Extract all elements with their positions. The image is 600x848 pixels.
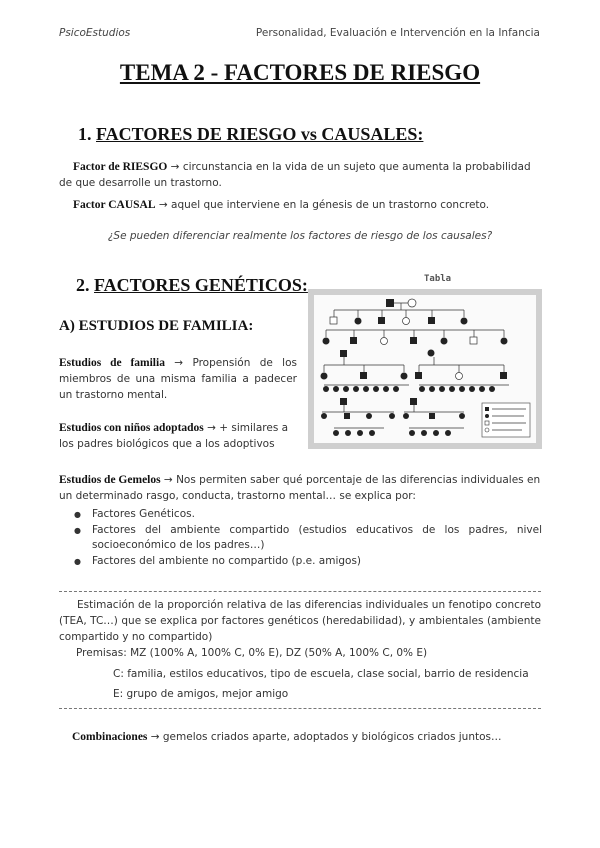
divider-top: [59, 591, 541, 592]
factors-bullet-list: [72, 507, 542, 569]
section-1-heading: [78, 124, 423, 145]
estudios-familia-paragraph: [59, 355, 297, 403]
arrow-icon: →: [147, 731, 163, 743]
list-item: ● Factores del ambiente no compartido (p.e. amigos): [72, 554, 542, 570]
estudios-gemelos-paragraph: [59, 472, 541, 504]
estudios-gemelos-definition: Nos permiten saber qué porcentaje de las diferencias individuales en un determinado rasgo, conducta, trastorno mental… se explica por:: [59, 474, 541, 502]
pedigree-figure: [308, 289, 542, 449]
arrow-icon: →: [155, 199, 172, 211]
section-2-number: 2.: [76, 275, 90, 295]
factor-causal-term: Factor CAUSAL: [73, 199, 156, 211]
divider-bottom: [59, 708, 541, 709]
factor-causal-paragraph: [59, 197, 541, 213]
e-factors-line: E: grupo de amigos, mejor amigo: [113, 688, 289, 700]
factor-riesgo-term: Factor de RIESGO: [73, 161, 168, 173]
combinaciones-definition: gemelos criados aparte, adoptados y biológicos criados juntos…: [162, 731, 502, 743]
list-item: ● Factores Genéticos.: [72, 507, 542, 523]
section-1-question: ¿Se pueden diferenciar realmente los factores de riesgo de los causales?: [107, 230, 493, 242]
figure-caption: Tabla: [424, 274, 452, 284]
factor-riesgo-paragraph: [59, 159, 541, 191]
figure-legend: [482, 403, 530, 437]
list-item: ● Factores del ambiente compartido (estudios educativos de los padres, nivel socioeconómico de los padres…): [72, 523, 542, 554]
estimacion-paragraph: Estimación de la proporción relativa de las diferencias individuales un fenotipo concreto (TEA, TC…) que se explica por factores genéticos (heredabilidad), y ambientales (ambiente compartido y no compartido): [59, 599, 541, 643]
pedigree-chart: [314, 295, 536, 443]
premisas-line: Premisas: MZ (100% A, 100% C, 0% E), DZ (50% A, 100% C, 0% E): [76, 647, 428, 659]
section-2-title: FACTORES GENÉTICOS:: [94, 275, 308, 295]
section-1-title: FACTORES DE RIESGO vs CAUSALES:: [96, 124, 424, 144]
estudios-adoptados-paragraph: [59, 420, 299, 452]
estudios-familia-term: Estudios de familia: [59, 357, 165, 369]
estudios-adoptados-term: Estudios con niños adoptados: [59, 422, 204, 434]
factor-causal-definition: aquel que interviene en la génesis de un trastorno concreto.: [171, 199, 490, 211]
header-site-name: PsicoEstudios: [59, 27, 131, 39]
subsection-a-heading: A) ESTUDIOS DE FAMILIA:: [59, 318, 254, 334]
combinaciones-paragraph: [72, 729, 541, 745]
estudios-gemelos-term: Estudios de Gemelos: [59, 474, 161, 486]
arrow-icon: →: [164, 357, 193, 369]
combinaciones-term: Combinaciones: [72, 731, 148, 743]
estudios-adoptados-definition: + similares a los padres biológicos que a los adoptivos: [59, 422, 289, 450]
arrow-icon: →: [167, 161, 183, 173]
arrow-icon: →: [203, 422, 220, 434]
estudios-familia-definition: Propensión de los miembros de una misma familia a padecer un trastorno mental.: [59, 357, 297, 401]
c-factors-line: C: familia, estilos educativos, tipo de escuela, clase social, barrio de residencia: [113, 668, 529, 680]
section-1-number: 1.: [78, 124, 92, 144]
header-course-title: Personalidad, Evaluación e Intervención en la Infancia: [255, 27, 540, 39]
section-2-heading: [76, 275, 308, 296]
arrow-icon: →: [160, 474, 177, 486]
factor-riesgo-definition: circunstancia en la vida de un sujeto que aumenta la probabilidad de que desarrolle un trastorno.: [59, 161, 531, 189]
page-title: TEMA 2 - FACTORES DE RIESGO: [119, 60, 481, 85]
